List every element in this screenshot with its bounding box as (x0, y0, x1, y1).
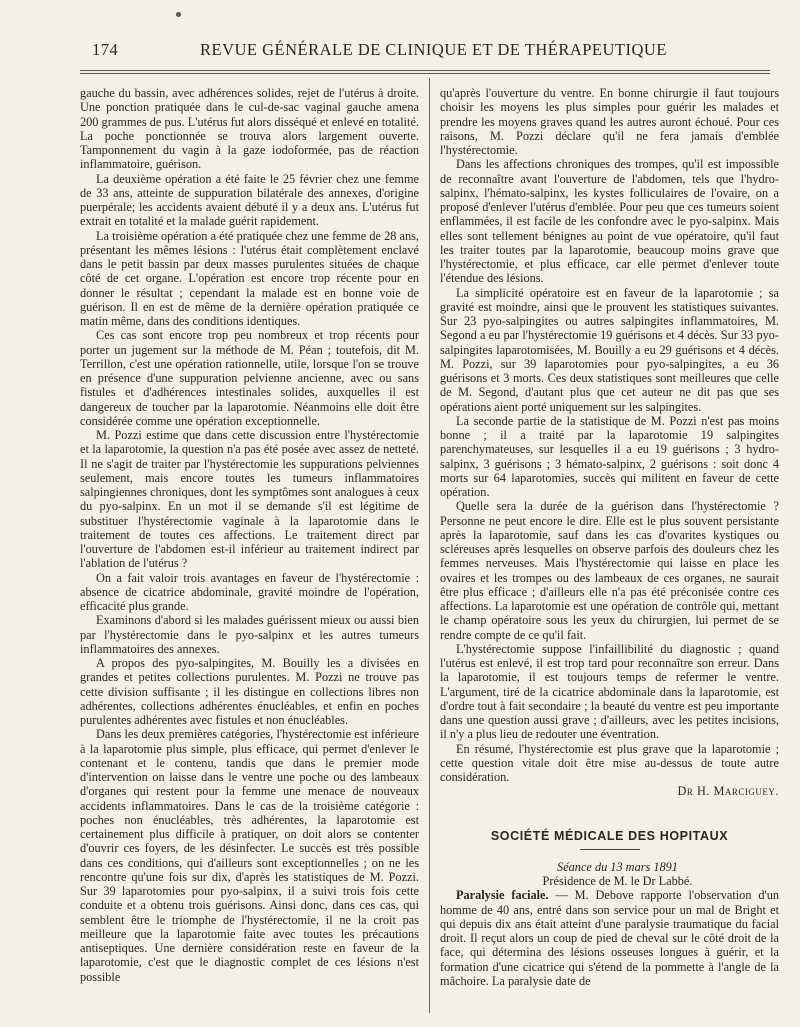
printer-ornament (176, 12, 181, 17)
header-rule-top (80, 70, 770, 71)
run-in-heading: Paralysie faciale. (456, 888, 549, 903)
running-head (80, 40, 770, 62)
paragraph: En résumé, l'hystérectomie est plus grave que la laparotomie ; cette question vitale doit être mise au-dessus de toute autre considération. (440, 741, 779, 784)
paragraph: Quelle sera la durée de la guérison dans l'hystérectomie ? Personne ne peut encore le dire. Elle est le plus souvent persistante après la laparotomie, sauf dans les cas d'ovarites kystiques ou scléreuses après lesquelles on observe parfois des douleurs chez les femmes nerveuses. Mais l'hystérectomie qui laisse en place les ovaires et les trompes ou des lambeaux de ces organes, ne saurait être plus efficace ; d'ailleurs elle n'a pas été préconisée contre ces affections. La laparotomie est une opération de contrôle qui, mettant le champ opératoire sous les yeux du chirurgien, lui permet de se rendre compte de ce qu'il fait. (440, 499, 779, 642)
header-rule-bottom (80, 73, 770, 74)
paragraph: Ces cas sont encore trop peu nombreux et trop récents pour porter un jugement sur la méthode de M. Péan ; toutefois, dit M. Terrillon, c'est une opération rationnelle, utile, lorsque l'on se trouve en présence d'une suppuration pelvienne ancienne, avec ou sans fistules et d'adhérences intestinales solides, auxquelles il est dangereux de toucher par la laparotomie. Néanmoins elle doit être considérée comme une opération exceptionnelle. (80, 328, 419, 428)
column-divider (429, 78, 430, 1013)
section-paragraph (440, 888, 779, 988)
paragraph: La troisième opération a été pratiquée chez une femme de 28 ans, présentant les mêmes lésions : l'utérus était complètement enclavé dans le petit bassin par deux masses purulentes situées de chaque côté de cet organe. L'opération est encore trop récente pour en donner le résultat ; cependant la malade est en bonne voie de guérison. Il en est de même de la dernière opération pratiquée ce matin même, dans des conditions identiques. (80, 228, 419, 328)
paragraph: Dans les deux premières catégories, l'hystérectomie est inférieure à la laparotomie plus simple, plus efficace, qui permet d'enlever le contenant et le contenu, tandis que dans le premier mode d'intervention on laisse dans le ventre une poche ou des lambeaux d'organes qui restent pour la femme une menace de nouveaux accidents inflammatoires. Dans le cas de la troisième catégorie : poches non énucléables, très adhérentes, la laparotomie est certainement plus difficile à pratiquer, on doit alors se contenter d'ouvrir ces foyers, de les désinfecter. Le succès est très possible dans ces conditions, qui d'ailleurs sont exceptionnelles ; on ne les rencontre qu'une fois sur dix, d'après les statistiques de M. Pozzi. Sur 39 laparotomies pour pyo-salpinx, il a suivi trois fois cette conduite et a obtenu trois guérisons. Ainsi donc, dans ces cas, qui semblent être le triomphe de l'hystérectomie, il ne la croit pas meilleure que la laparotomie faite avec toutes les précautions antiseptiques. Une dernière considération reste en faveur de la laparotomie, c'est que le diagnostic complet de ces lésions n'est possible (80, 727, 419, 984)
right-column (440, 86, 779, 988)
author-signature: Dr H. Marciguey. (677, 784, 779, 799)
paragraph: M. Pozzi estime que dans cette discussion entre l'hystérectomie et la laparotomie, la question n'a pas été posée avec assez de netteté. Il ne s'agit de traiter par l'hystérectomie les suppurations pelviennes seulement, mais encore toutes les tumeurs inflammatoires salpingiennes chroniques, dont les symptômes sont analogues à ceux du pyo-salpinx. En un mot il se demande s'il est légitime de substituer l'hystérectomie vaginale à la laparotomie dans le traitement de toutes ces affections. Le traitement direct par l'ouverture de l'abdomen est-il inférieur au traitement indirect par l'ablation de l'utérus ? (80, 428, 419, 571)
paragraph: On a fait valoir trois avantages en faveur de l'hystérectomie : absence de cicatrice abdominale, gravité moindre de l'opération, efficacité plus grande. (80, 570, 419, 613)
paragraph: Dans les affections chroniques des trompes, qu'il est impossible de reconnaître avant l'ouverture de l'abdomen, tels que l'hydro-salpinx, l'hémato-salpinx, les kystes folliculaires de l'ovaire, on a proposé d'enlever l'utérus d'emblée. Pour peu que ces tumeurs soient enflammées, il est facile de les confondre avec le pyo-salpinx. Mais elles sont tellement bénignes au point de vue opératoire, qu'il faut les traiter toutes par la laparotomie, beaucoup moins grave que l'hystérectomie, et plus efficace, car elle permet d'enlever toute l'étendue des lésions. (440, 157, 779, 286)
paragraph: A propos des pyo-salpingites, M. Bouilly les a divisées en grandes et petites collections purulentes. M. Pozzi ne trouve pas cette division suffisante ; il les distingue en collections libres non adhérentes, collections adhérentes énucléables, et enfin en poches purulentes adhérentes avec fistules et non énucléables. (80, 656, 419, 727)
paragraph: La simplicité opératoire est en faveur de la laparotomie ; sa gravité est moindre, ainsi que le prouvent les statistiques suivantes. Sur 23 pyo-salpingites ou autres salpingites inflammatoires, M. Segond a eu par l'hystérectomie 19 guérisons et 4 décès. Sur 33 pyo-salpingites laparotomisées, M. Bouilly a eu 29 guérisons et 4 décès. M. Pozzi, sur 39 laparotomies pour pyo-salpingites, a eu 36 guérisons et 3 morts. Ces deux statistiques sont meilleures que celle de M. Segond, d'autant plus que cet auteur ne dit pas que ses opérations aient porté uniquement sur les salpingites. (440, 285, 779, 414)
section-heading-rule (580, 849, 640, 850)
paragraph: gauche du bassin, avec adhérences solides, rejet de l'utérus à droite. Une ponction pratiquée dans le cul-de-sac vaginal gauche amena 200 grammes de pus. L'utérus fut alors disséqué et enlevé en totalité. La poche ponctionnée se trouva alors largement ouverte. Tamponnement du vagin à la gaze iodoformée, pas de réaction inflammatoire, guérison. (80, 86, 419, 172)
paragraph: qu'après l'ouverture du ventre. En bonne chirurgie il faut toujours choisir les moyens les plus simples pour guérir les malades et prendre les moyens graves quand les autres auront échoué. Pour ces raisons, M. Pozzi déclare qu'il ne fera jamais d'emblée l'hystérectomie. (440, 86, 779, 157)
page-number: 174 (92, 40, 119, 59)
paragraph: La deuxième opération a été faite le 25 février chez une femme de 33 ans, atteinte de suppuration bilatérale des annexes, d'origine puerpérale; les accidents avaient débuté il y a deux ans. L'utérus fut extrait en totalité et la malade guérit rapidement. (80, 171, 419, 229)
session-date: Séance du 13 mars 1891 (557, 859, 678, 874)
paragraph: La seconde partie de la statistique de M. Pozzi n'est pas moins bonne ; il a traité par la laparotomie 19 salpingites parenchymateuses, sur lesquelles il a eu 19 guérisons ; 3 hydro-salpinx, 3 guérisons ; 3 hémato-salpinx, 2 guérisons : soit donc 4 morts sur 64 laparotomies, succès qui militent en faveur de cette opération. (440, 413, 779, 499)
paragraph: L'hystérectomie suppose l'infaillibilité du diagnostic ; quand l'utérus est enlevé, il est trop tard pour reconnaître son erreur. Dans la laparotomie, il est toujours temps de refermer le ventre. L'argument, tiré de la cicatrice abdominale dans la laparotomie, est d'ordre tout à fait secondaire ; la beauté du ventre est peu importante dans une question aussi grave ; d'ailleurs, avec les petites incisions, il n'y a plus lieu de redouter une éventration. (440, 641, 779, 742)
section-heading: SOCIÉTÉ MÉDICALE DES HOPITAUX (490, 828, 729, 843)
journal-title: REVUE GÉNÉRALE DE CLINIQUE ET DE THÉRAPEUTIQUE (200, 40, 667, 59)
paragraph: Examinons d'abord si les malades guérissent mieux ou aussi bien par l'hystérectomie dans le pyo-salpinx et les autres tumeurs inflammatoires des annexes. (80, 613, 419, 656)
left-column (80, 86, 419, 984)
section-paragraph-text: — M. Debove rapporte l'observation d'un homme de 40 ans, entré dans son service pour un mal de Bright et qui depuis dix ans était atteint d'une paralysie traumatique du facial droit. Il reçut alors un coup de pied de cheval sur le côté droit de la face, qui détermina des lésions osseuses longues à guérir, et la formation d'une cicatrice qui s'étend de la pommette à l'angle de la mâchoire. La paralysie date de (440, 888, 780, 988)
presidency-line: Présidence de M. le Dr Labbé. (542, 874, 693, 888)
